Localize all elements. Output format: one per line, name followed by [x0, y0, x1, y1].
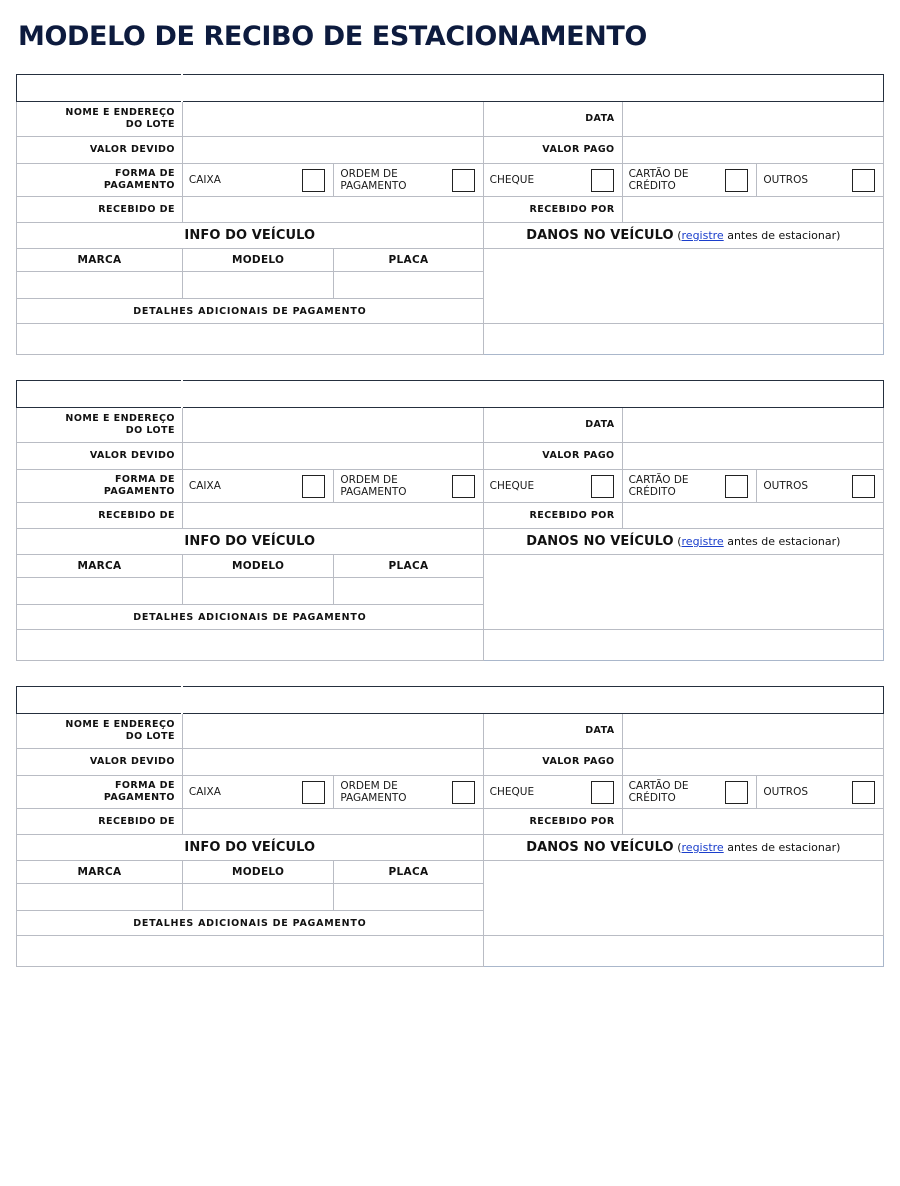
receipt-header-row [17, 381, 884, 408]
payment-option-other-line1: OUTROS [763, 785, 808, 798]
payment-option-credit-card-line1: CARTÃO DE [628, 167, 689, 180]
payment-option-other-line1: OUTROS [763, 479, 808, 492]
payment-option-money-order-checkbox[interactable] [452, 169, 475, 192]
parking-receipt-2 [16, 380, 884, 661]
payment-option-other-label [763, 174, 812, 186]
vehicle-damage-banner [483, 223, 883, 249]
vehicle-damage-input[interactable] [483, 555, 883, 630]
amount-paid-input[interactable] [622, 137, 883, 164]
model-column-header: MODELO [182, 249, 333, 272]
payment-option-other[interactable] [757, 470, 884, 503]
plate-column-header: PLACA [334, 555, 483, 578]
additional-payment-details-banner: DETALHES ADICIONAIS DE PAGAMENTO [17, 605, 484, 630]
payment-option-credit-card-line1: CARTÃO DE [628, 473, 689, 486]
payment-option-credit-card-label [629, 780, 693, 804]
thanks-banner: OBRIGADO(A) [483, 630, 883, 661]
receipts-list [16, 74, 884, 967]
date-input[interactable] [622, 102, 883, 137]
date-input[interactable] [622, 714, 883, 749]
received-row [17, 197, 884, 223]
received-row [17, 809, 884, 835]
payment-option-check-label [490, 174, 538, 186]
vehicle-info-banner: INFO DO VEÍCULO [17, 223, 484, 249]
payment-option-cash[interactable] [182, 776, 333, 809]
lot-label-line1: NOME E ENDEREÇO [65, 107, 175, 119]
lot-name-address-input[interactable] [182, 714, 483, 749]
payment-option-cash-checkbox[interactable] [302, 781, 325, 804]
receipt-title: RECIBO DE ESTACIONAMENTO [182, 687, 883, 714]
vehicle-damage-note [674, 841, 841, 854]
payment-option-credit-card-checkbox[interactable] [725, 781, 748, 804]
lot-name-address-label [17, 408, 183, 443]
receipt-number: No.00001 [17, 75, 183, 102]
vehicle-damage-title: DANOS NO VEÍCULO [526, 840, 674, 855]
payment-option-other[interactable] [757, 164, 884, 197]
plate-input[interactable] [334, 272, 483, 299]
receipt-title: RECIBO DE ESTACIONAMENTO [182, 381, 883, 408]
model-input[interactable] [182, 578, 333, 605]
received-by-label: RECEBIDO POR [483, 197, 622, 223]
payment-option-credit-card-line2: CRÉDITO [628, 792, 676, 804]
payment-option-cash-label [189, 480, 225, 492]
payment-method-label-line2: PAGAMENTO [103, 486, 175, 497]
amounts-row [17, 443, 884, 470]
received-from-input[interactable] [182, 197, 483, 223]
payment-option-check-checkbox[interactable] [591, 781, 614, 804]
payment-option-money-order-label [340, 780, 410, 804]
payment-option-other-line1: OUTROS [763, 173, 808, 186]
page-title: MODELO DE RECIBO DE ESTACIONAMENTO [18, 21, 647, 52]
payment-option-other-checkbox[interactable] [852, 169, 875, 192]
payment-option-check[interactable] [483, 470, 622, 503]
model-input[interactable] [182, 884, 333, 911]
payment-option-money-order-line2: PAGAMENTO [340, 486, 407, 498]
model-input[interactable] [182, 272, 333, 299]
payment-option-credit-card-line2: CRÉDITO [628, 486, 676, 498]
payment-option-cash-checkbox[interactable] [302, 169, 325, 192]
payment-option-cash-line1: CAIXA [188, 479, 221, 492]
plate-input[interactable] [334, 578, 483, 605]
receipt-header-row [17, 687, 884, 714]
model-column-header: MODELO [182, 555, 333, 578]
payment-option-check-checkbox[interactable] [591, 169, 614, 192]
date-label: DATA [483, 408, 622, 443]
plate-column-header: PLACA [334, 249, 483, 272]
make-input[interactable] [17, 272, 183, 299]
footer-row [17, 936, 884, 967]
payment-option-credit-card[interactable] [622, 470, 757, 503]
payment-method-label [17, 470, 183, 503]
vehicle-damage-note [674, 229, 841, 242]
additional-payment-details-banner: DETALHES ADICIONAIS DE PAGAMENTO [17, 911, 484, 936]
payment-option-other-checkbox[interactable] [852, 475, 875, 498]
payment-method-label [17, 776, 183, 809]
payment-method-label-line1: FORMA DE [114, 168, 175, 180]
payment-method-label-line2: PAGAMENTO [103, 792, 175, 803]
payment-option-cash[interactable] [182, 470, 333, 503]
payment-option-credit-card[interactable] [622, 164, 757, 197]
additional-details-input[interactable] [17, 936, 484, 967]
amount-due-input[interactable] [182, 137, 483, 164]
received-row [17, 503, 884, 529]
payment-option-money-order[interactable] [334, 470, 483, 503]
payment-option-money-order-checkbox[interactable] [452, 781, 475, 804]
vehicle-damage-note-rest: antes de estacionar) [723, 229, 841, 242]
receipt-header-row [17, 75, 884, 102]
vehicle-damage-note-open: ( [677, 535, 682, 548]
payment-option-money-order-line1: ORDEM DE [340, 779, 398, 792]
amount-due-label: VALOR DEVIDO [17, 749, 183, 776]
vehicle-damage-note [674, 535, 841, 548]
amount-due-input[interactable] [182, 443, 483, 470]
payment-option-money-order-line2: PAGAMENTO [340, 180, 407, 192]
amount-due-label: VALOR DEVIDO [17, 443, 183, 470]
vehicle-damage-title: DANOS NO VEÍCULO [526, 534, 674, 549]
payment-option-cash[interactable] [182, 164, 333, 197]
parking-receipt-3 [16, 686, 884, 967]
payment-method-row [17, 776, 884, 809]
footer-row [17, 324, 884, 355]
vehicle-columns-row [17, 555, 884, 578]
vehicle-damage-title: DANOS NO VEÍCULO [526, 228, 674, 243]
lot-label-line1: NOME E ENDEREÇO [65, 413, 175, 425]
lot-label-line2: DO LOTE [125, 425, 175, 436]
make-input[interactable] [17, 884, 183, 911]
vehicle-damage-input[interactable] [483, 861, 883, 936]
lot-label-line2: DO LOTE [125, 119, 175, 130]
date-label: DATA [483, 714, 622, 749]
vehicle-info-banner: INFO DO VEÍCULO [17, 835, 484, 861]
vehicle-banner-row [17, 529, 884, 555]
vehicle-damage-note-rest: antes de estacionar) [723, 535, 841, 548]
vehicle-damage-banner [483, 529, 883, 555]
lot-and-date-row [17, 714, 884, 749]
amount-paid-label: VALOR PAGO [483, 443, 622, 470]
received-by-input[interactable] [622, 809, 883, 835]
amount-paid-label: VALOR PAGO [483, 137, 622, 164]
vehicle-damage-note-open: ( [677, 841, 682, 854]
lot-label-line1: NOME E ENDEREÇO [65, 719, 175, 731]
parking-receipt-1 [16, 74, 884, 355]
payment-option-money-order-line1: ORDEM DE [340, 167, 398, 180]
payment-option-money-order-checkbox[interactable] [452, 475, 475, 498]
lot-and-date-row [17, 102, 884, 137]
payment-option-check-checkbox[interactable] [591, 475, 614, 498]
received-by-input[interactable] [622, 503, 883, 529]
payment-option-other-checkbox[interactable] [852, 781, 875, 804]
vehicle-damage-note-rest: antes de estacionar) [723, 841, 841, 854]
received-by-input[interactable] [622, 197, 883, 223]
payment-option-check[interactable] [483, 164, 622, 197]
payment-option-check-line1: CHEQUE [489, 173, 535, 186]
payment-option-check-label [490, 480, 538, 492]
payment-option-cash-label [189, 174, 225, 186]
additional-details-input[interactable] [17, 324, 484, 355]
payment-option-money-order[interactable] [334, 776, 483, 809]
make-column-header: MARCA [17, 249, 183, 272]
payment-option-money-order-line2: PAGAMENTO [340, 792, 407, 804]
lot-label-line2: DO LOTE [125, 731, 175, 742]
thanks-banner: OBRIGADO(A) [483, 936, 883, 967]
payment-option-cash-checkbox[interactable] [302, 475, 325, 498]
amounts-row [17, 137, 884, 164]
receipt-title: RECIBO DE ESTACIONAMENTO [182, 75, 883, 102]
amount-due-label: VALOR DEVIDO [17, 137, 183, 164]
payment-option-cash-label [189, 786, 225, 798]
lot-name-address-label [17, 102, 183, 137]
payment-option-other[interactable] [757, 776, 884, 809]
vehicle-info-banner: INFO DO VEÍCULO [17, 529, 484, 555]
make-input[interactable] [17, 578, 183, 605]
payment-option-check[interactable] [483, 776, 622, 809]
payment-option-credit-card-checkbox[interactable] [725, 169, 748, 192]
lot-name-address-input[interactable] [182, 102, 483, 137]
plate-input[interactable] [334, 884, 483, 911]
payment-option-cash-line1: CAIXA [188, 173, 221, 186]
vehicle-banner-row [17, 223, 884, 249]
amount-paid-input[interactable] [622, 749, 883, 776]
received-from-label: RECEBIDO DE [17, 197, 183, 223]
plate-column-header: PLACA [334, 861, 483, 884]
payment-method-label [17, 164, 183, 197]
payment-option-money-order-line1: ORDEM DE [340, 473, 398, 486]
vehicle-damage-banner [483, 835, 883, 861]
payment-option-other-label [763, 786, 812, 798]
receipt-number: No. 00003 [17, 687, 183, 714]
amount-paid-input[interactable] [622, 443, 883, 470]
received-by-label: RECEBIDO POR [483, 503, 622, 529]
receipt-number: No. 00002 [17, 381, 183, 408]
received-from-label: RECEBIDO DE [17, 503, 183, 529]
lot-name-address-label [17, 714, 183, 749]
additional-details-input[interactable] [17, 630, 484, 661]
payment-option-money-order[interactable] [334, 164, 483, 197]
payment-option-credit-card-label [629, 168, 693, 192]
date-input[interactable] [622, 408, 883, 443]
received-from-label: RECEBIDO DE [17, 809, 183, 835]
payment-option-credit-card-line1: CARTÃO DE [628, 779, 689, 792]
lot-name-address-input[interactable] [182, 408, 483, 443]
thanks-banner: OBRIGADO(A) [483, 324, 883, 355]
vehicle-columns-row [17, 249, 884, 272]
model-column-header: MODELO [182, 861, 333, 884]
amount-due-input[interactable] [182, 749, 483, 776]
received-from-input[interactable] [182, 809, 483, 835]
vehicle-banner-row [17, 835, 884, 861]
payment-option-check-line1: CHEQUE [489, 479, 535, 492]
footer-row [17, 630, 884, 661]
payment-method-label-line1: FORMA DE [114, 780, 175, 792]
amounts-row [17, 749, 884, 776]
registre-link[interactable]: registre [681, 535, 724, 548]
payment-option-credit-card[interactable] [622, 776, 757, 809]
vehicle-damage-note-open: ( [677, 229, 682, 242]
payment-option-check-label [490, 786, 538, 798]
payment-option-cash-line1: CAIXA [188, 785, 221, 798]
received-by-label: RECEBIDO POR [483, 809, 622, 835]
payment-method-label-line2: PAGAMENTO [103, 180, 175, 191]
payment-method-row [17, 470, 884, 503]
lot-and-date-row [17, 408, 884, 443]
payment-option-other-label [763, 480, 812, 492]
additional-payment-details-banner: DETALHES ADICIONAIS DE PAGAMENTO [17, 299, 484, 324]
registre-link[interactable]: registre [681, 229, 724, 242]
make-column-header: MARCA [17, 861, 183, 884]
make-column-header: MARCA [17, 555, 183, 578]
payment-option-check-line1: CHEQUE [489, 785, 535, 798]
received-from-input[interactable] [182, 503, 483, 529]
payment-option-money-order-label [340, 474, 410, 498]
payment-option-money-order-label [340, 168, 410, 192]
amount-paid-label: VALOR PAGO [483, 749, 622, 776]
vehicle-damage-input[interactable] [483, 249, 883, 324]
date-label: DATA [483, 102, 622, 137]
payment-method-row [17, 164, 884, 197]
vehicle-columns-row [17, 861, 884, 884]
registre-link[interactable]: registre [681, 841, 724, 854]
payment-method-label-line1: FORMA DE [114, 474, 175, 486]
payment-option-credit-card-checkbox[interactable] [725, 475, 748, 498]
payment-option-credit-card-label [629, 474, 693, 498]
payment-option-credit-card-line2: CRÉDITO [628, 180, 676, 192]
